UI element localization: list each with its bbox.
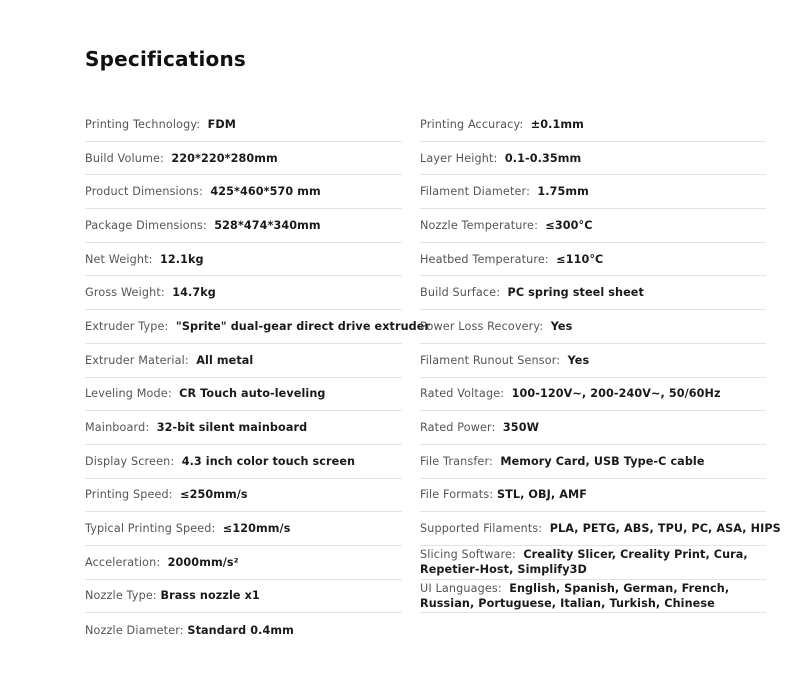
spec-label: Gross Weight: (85, 286, 173, 300)
spec-value: Memory Card, USB Type-C cable (500, 454, 705, 468)
spec-value: Yes (550, 319, 573, 333)
spec-label: Rated Voltage: (420, 387, 512, 401)
spec-value: 0.1-0.35mm (504, 151, 582, 165)
spec-label: File Transfer: (420, 454, 501, 468)
spec-label: Package Dimensions: (85, 218, 215, 232)
spec-filament-diameter (420, 175, 766, 209)
spec-value: 32-bit silent mainboard (156, 421, 308, 435)
spec-build-surface (420, 276, 766, 310)
spec-label: Filament Diameter: (420, 185, 538, 199)
spec-heatbed-temperature (420, 243, 766, 277)
spec-value: 425*460*570 mm (210, 185, 321, 199)
spec-label: Leveling Mode: (85, 387, 180, 401)
empty-cell (420, 613, 766, 647)
spec-label: Printing Accuracy: (420, 117, 531, 131)
spec-label: Build Volume: (85, 151, 172, 165)
spec-label: Nozzle Type: (85, 589, 161, 603)
spec-label: Printing Speed: (85, 488, 181, 502)
spec-mainboard (85, 411, 402, 445)
spec-label: Acceleration: (85, 555, 168, 569)
spec-value: English, Spanish, German, French, Russian, Portuguese, Italian, Turkish, Chinese (420, 581, 730, 610)
spec-value: 100-120V~, 200-240V~, 50/60Hz (511, 387, 721, 401)
spec-value: PC spring steel sheet (507, 286, 644, 300)
spec-product-dimensions (85, 175, 402, 209)
spec-value: STL, OBJ, AMF (496, 488, 587, 502)
spec-build-volume (85, 142, 402, 176)
spec-net-weight (85, 243, 402, 277)
spec-label: Slicing Software: (420, 548, 524, 562)
spec-value: All metal (196, 353, 254, 367)
spec-label: Filament Runout Sensor: (420, 353, 568, 367)
spec-nozzle-type (85, 580, 402, 614)
spec-display-screen (85, 445, 402, 479)
spec-value: Standard 0.4mm (187, 623, 294, 637)
spec-rated-voltage (420, 378, 766, 412)
spec-label: Extruder Type: (85, 319, 176, 333)
spec-label: Mainboard: (85, 421, 157, 435)
spec-value: ±0.1mm (530, 117, 584, 131)
spec-file-transfer (420, 445, 766, 479)
spec-label: Power Loss Recovery: (420, 319, 551, 333)
spec-value: 4.3 inch color touch screen (181, 454, 356, 468)
spec-extruder-type (85, 310, 431, 344)
spec-label: Display Screen: (85, 454, 182, 468)
spec-value: 350W (502, 421, 540, 435)
spec-label: Printing Technology: (85, 117, 208, 131)
spec-rated-power (420, 411, 766, 445)
spec-label: Net Weight: (85, 252, 161, 266)
spec-supported-filaments (420, 512, 781, 546)
spec-label: Product Dimensions: (85, 185, 211, 199)
spec-value: 12.1kg (160, 252, 204, 266)
page-title: Specifications (85, 47, 247, 71)
spec-value: Creality Slicer, Creality Print, Cura, Repetier-Host, Simplify3D (420, 548, 748, 577)
spec-value: Yes (567, 353, 590, 367)
spec-value: FDM (207, 117, 236, 131)
spec-value: ≤300°C (545, 218, 593, 232)
spec-label: Heatbed Temperature: (420, 252, 557, 266)
spec-value: ≤110°C (556, 252, 604, 266)
spec-label: Nozzle Temperature: (420, 218, 546, 232)
spec-label: Nozzle Diameter: (85, 623, 188, 637)
spec-nozzle-diameter (85, 613, 402, 647)
spec-gross-weight (85, 276, 402, 310)
spec-label: UI Languages: (420, 581, 510, 595)
spec-value: ≤120mm/s (222, 522, 291, 536)
spec-label: File Formats: (420, 488, 497, 502)
spec-typical-printing-speed (85, 512, 402, 546)
spec-value: PLA, PETG, ABS, TPU, PC, ASA, HIPS (549, 522, 781, 536)
spec-label: Supported Filaments: (420, 522, 550, 536)
spec-layer-height (420, 142, 766, 176)
spec-value: ≤250mm/s (180, 488, 248, 502)
spec-value: 220*220*280mm (171, 151, 278, 165)
spec-ui-languages (420, 580, 766, 614)
spec-filament-runout-sensor (420, 344, 766, 378)
spec-value: 528*474*340mm (214, 218, 321, 232)
spec-value: 1.75mm (537, 185, 589, 199)
spec-acceleration (85, 546, 402, 580)
spec-file-formats (420, 479, 766, 513)
spec-printing-accuracy (420, 108, 766, 142)
spec-label: Layer Height: (420, 151, 505, 165)
spec-printing-technology (85, 108, 402, 142)
spec-label: Typical Printing Speed: (85, 522, 223, 536)
specifications-table (85, 108, 781, 647)
spec-label: Extruder Material: (85, 353, 197, 367)
spec-value: "Sprite" dual-gear direct drive extruder (175, 319, 431, 333)
spec-value: CR Touch auto-leveling (179, 387, 326, 401)
spec-label: Rated Power: (420, 421, 503, 435)
spec-package-dimensions (85, 209, 402, 243)
spec-label: Build Surface: (420, 286, 508, 300)
spec-power-loss-recovery (420, 310, 766, 344)
spec-printing-speed (85, 479, 402, 513)
spec-nozzle-temperature (420, 209, 766, 243)
spec-value: Brass nozzle x1 (160, 589, 260, 603)
spec-value: 14.7kg (172, 286, 216, 300)
spec-leveling-mode (85, 378, 402, 412)
spec-slicing-software (420, 546, 766, 580)
spec-extruder-material (85, 344, 402, 378)
spec-value: 2000mm/s² (167, 555, 239, 569)
